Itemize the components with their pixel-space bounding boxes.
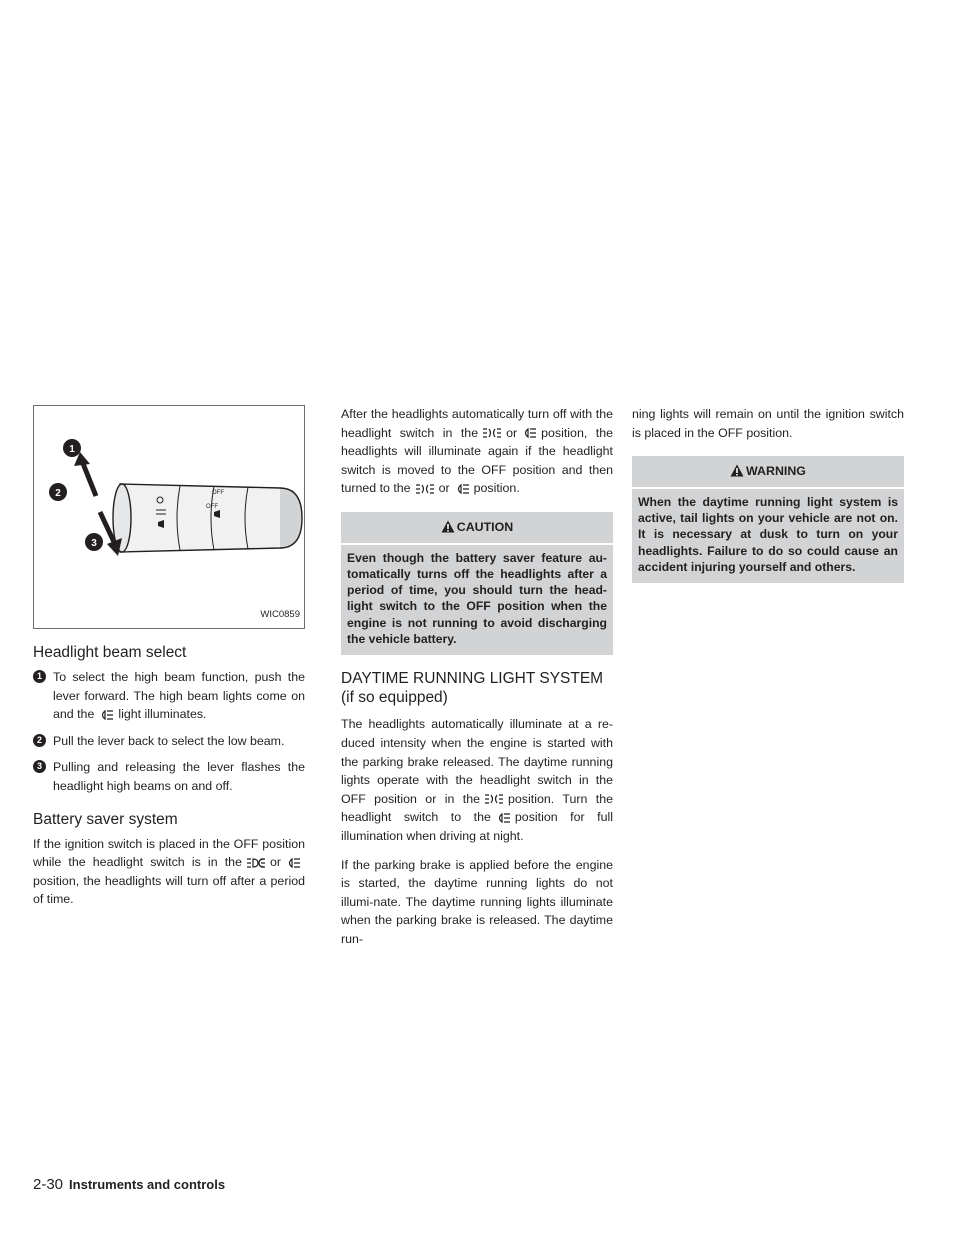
- parking-light-icon: [415, 483, 435, 495]
- headlight-icon: [521, 427, 537, 439]
- switch-label-off-2: OFF: [212, 490, 224, 496]
- headlight-icon: [495, 812, 511, 824]
- headlight-icon: [98, 709, 114, 721]
- step-number: 1: [33, 670, 46, 683]
- column-right: [632, 405, 904, 595]
- alert-triangle-icon: [730, 464, 744, 483]
- column-middle: [341, 405, 613, 948]
- beam-step-1: 1 To select the high beam function, push the lever forward. The high beam lights come on and the light illuminates.: [33, 668, 305, 724]
- drl-paragraph-1: The headlights automatically illuminate at a re-duced intensity when the engine is started with the parking brake released. The daytime running lights operate with the headlight switch in the OFF position or in the position. Turn the headlight switch to the position for full illumination when driving at night.: [341, 717, 614, 843]
- heading-drl: DAYTIME RUNNING LIGHT SYSTEM (if so equipped): [341, 670, 604, 707]
- warning-text: When the daytime running light system is active, tail lights on your vehicle are not on. It is necessary at dusk to turn on your headlights. Failure to do so could cause an accident injuring yourself and others.: [638, 494, 898, 574]
- caution-box: [341, 512, 613, 655]
- switch-label-off-1: OFF: [206, 504, 218, 510]
- headlight-lever-illustration: [34, 406, 304, 628]
- step-number: 2: [33, 734, 46, 747]
- warning-header: WARNING: [632, 456, 904, 489]
- heading-battery-saver: Battery saver system: [33, 810, 178, 828]
- beam-step-3: [33, 758, 305, 795]
- callout-2: 2: [55, 488, 61, 499]
- drl-paragraph-2-continued: ning lights will remain on until the ignition switch is placed in the OFF position.: [632, 407, 904, 440]
- battery-saver-paragraph-2: After the headlights automatically turn off with the headlight switch in the or position, the headlights will illuminate again if the headlight switch is moved to the OFF position and then turned to the or position.: [341, 407, 613, 496]
- alert-triangle-icon: [441, 520, 455, 539]
- step-number: 3: [33, 760, 46, 773]
- figure-code: WIC0859: [260, 609, 300, 621]
- headlight-lever-figure: [33, 405, 305, 629]
- drl-paragraph-2: If the parking brake is applied before the engine is started, the daytime running lights do not illumi-nate. The daytime running lights illuminate when the parking brake is released. The daytime run-: [341, 857, 613, 946]
- caution-text: Even though the battery saver feature au-tomatically turns off the headlights after a period of time, you should turn the head-light switch to the OFF position when the engine is not running to avoid discharging the vehicle battery.: [347, 550, 607, 647]
- page-footer: [33, 1176, 225, 1193]
- parking-light-icon: [246, 857, 266, 869]
- callout-1: 1: [69, 444, 75, 455]
- beam-step-2: [33, 732, 305, 751]
- page-number: 2-30: [33, 1176, 64, 1193]
- parking-light-icon: [484, 793, 504, 805]
- headlight-icon: [454, 483, 470, 495]
- column-left: [33, 405, 305, 909]
- caution-header: CAUTION: [341, 512, 613, 545]
- step-text: Pull the lever back to select the low beam.: [53, 733, 285, 748]
- parking-light-icon: [482, 427, 502, 439]
- step-text: Pulling and releasing the lever flashes the headlight high beams on and off.: [53, 760, 305, 793]
- heading-headlight-beam: Headlight beam select: [33, 644, 187, 661]
- section-title: Instruments and controls: [69, 1177, 226, 1192]
- battery-saver-paragraph-1: If the ignition switch is placed in the OFF position while the headlight switch is in the or position, the headlights will turn off after a period of time.: [33, 836, 305, 907]
- callout-3: 3: [91, 538, 97, 549]
- headlight-icon: [285, 857, 301, 869]
- warning-box: [632, 456, 904, 583]
